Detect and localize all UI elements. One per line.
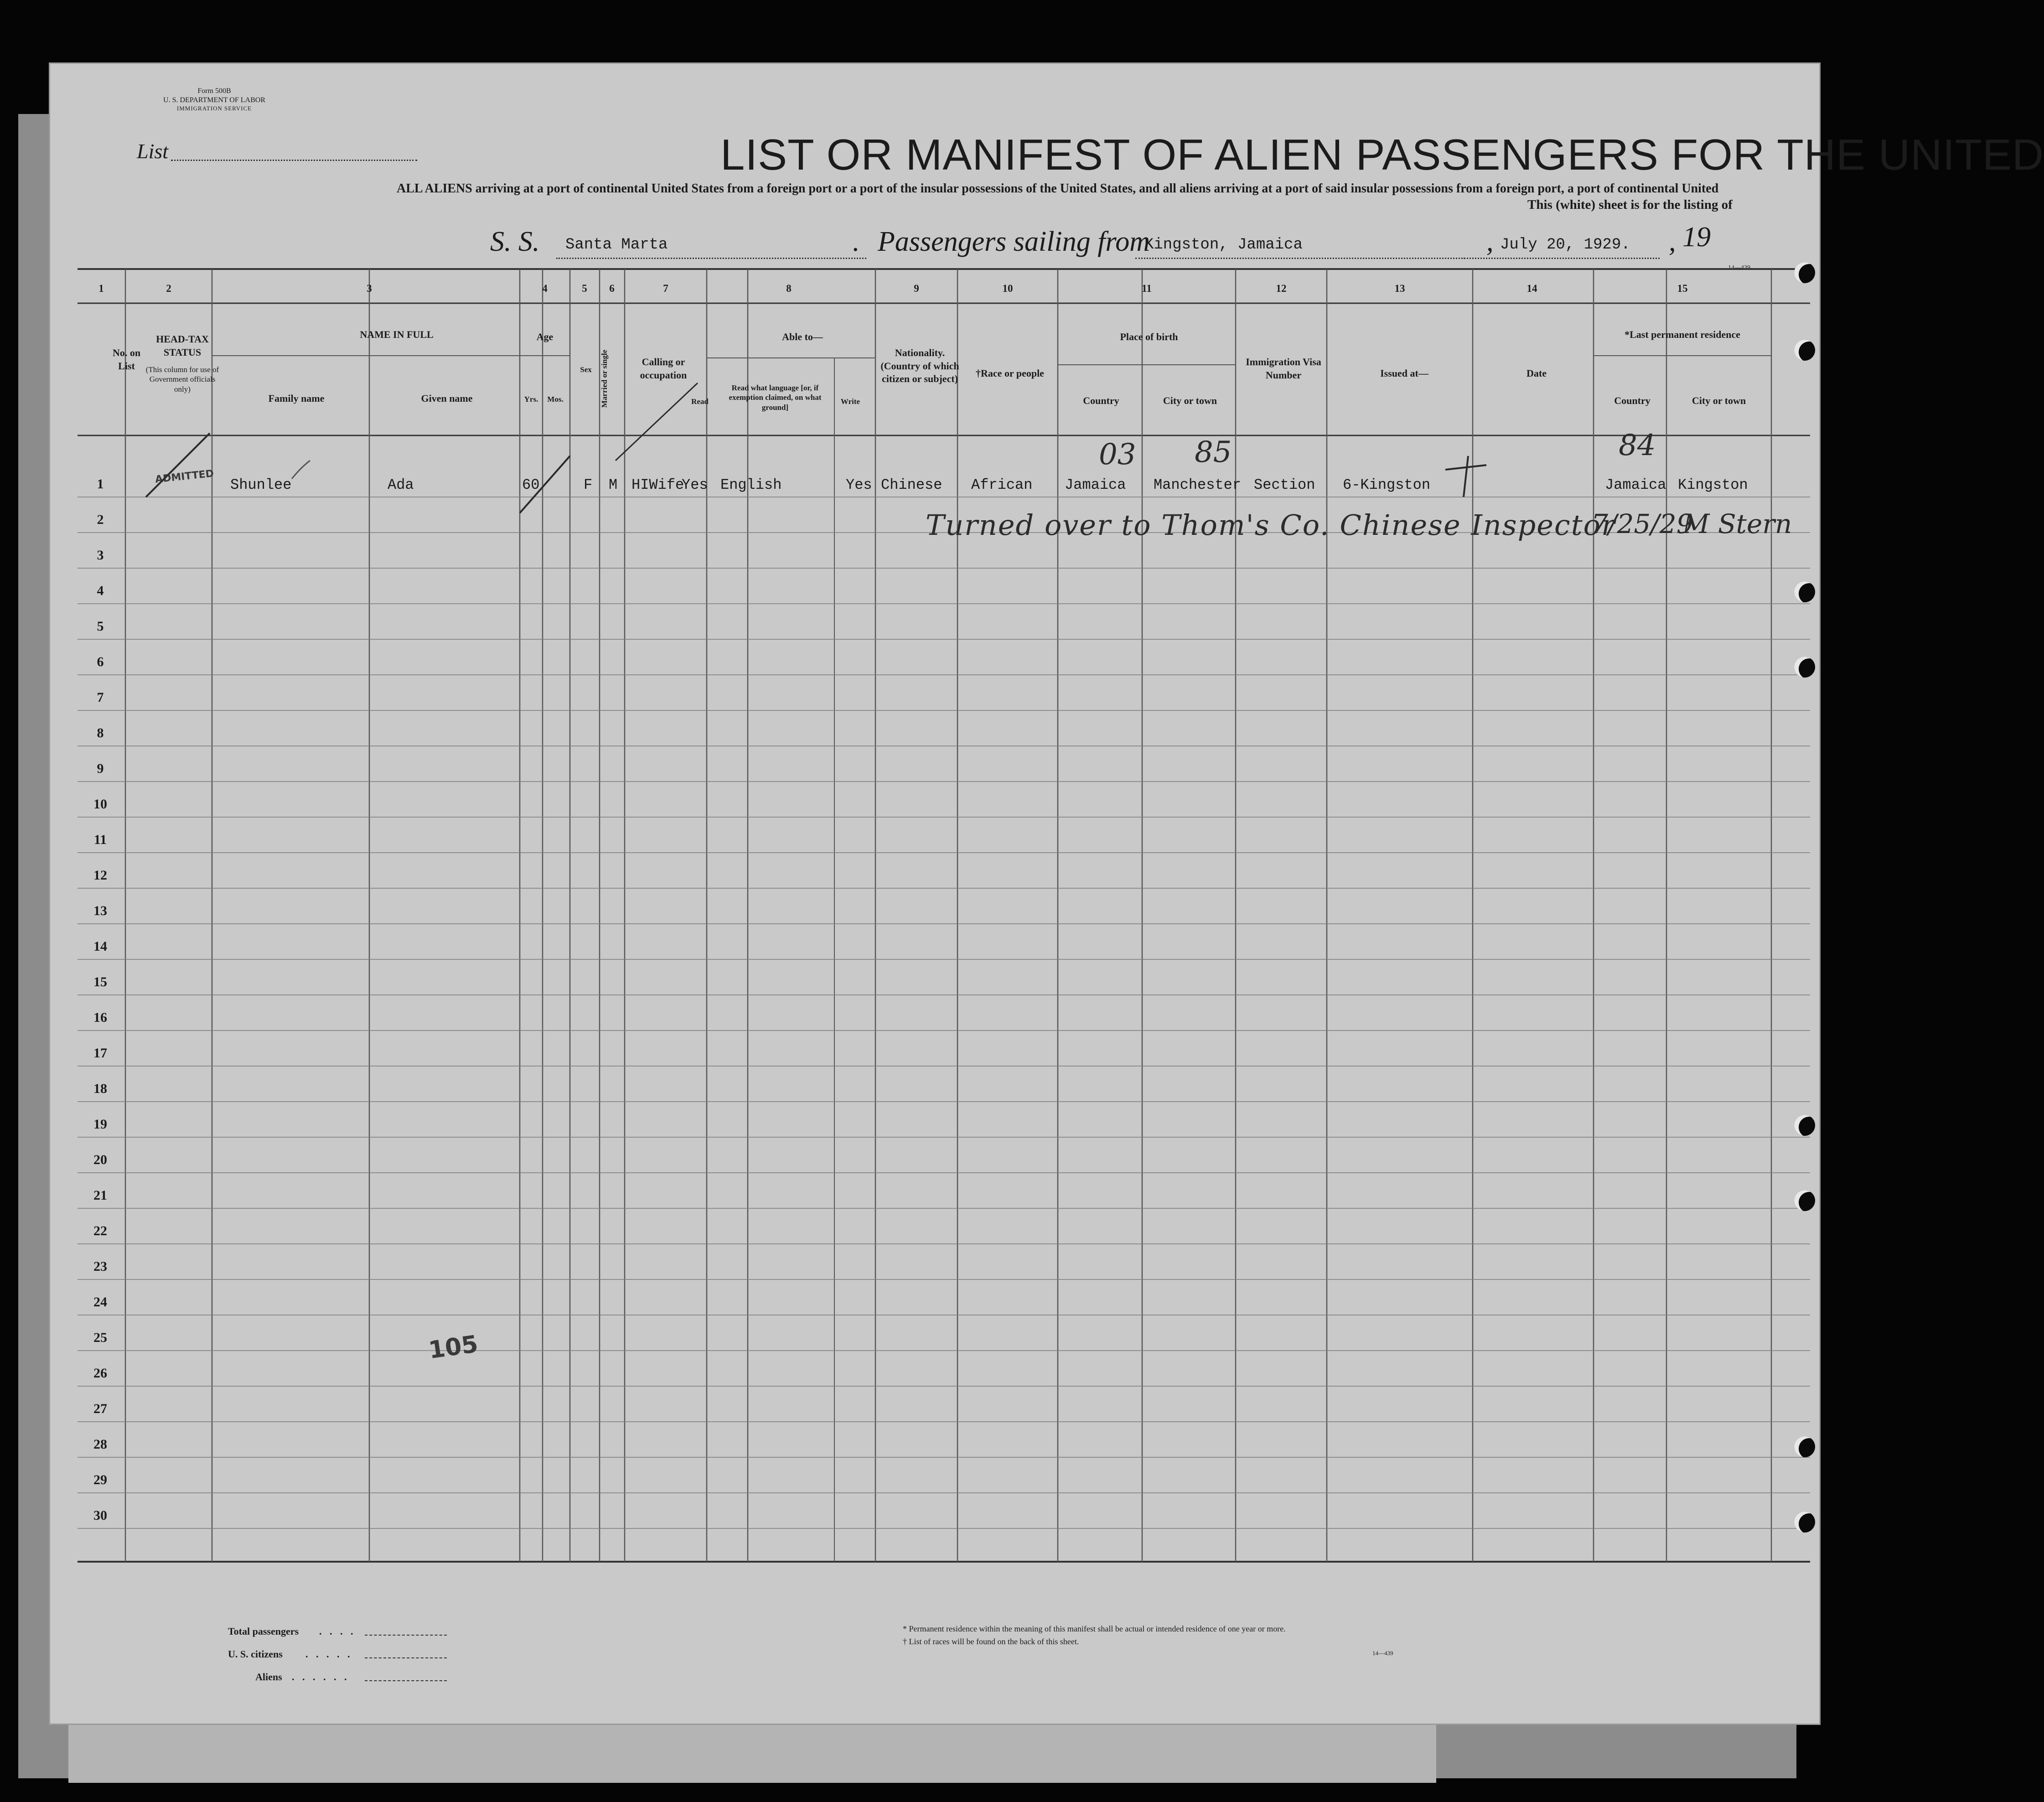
footer-note-races: † List of races will be found on the back of this sheet. <box>903 1637 1079 1646</box>
issued-at-cross-mark <box>1445 456 1486 497</box>
row-number-29: 29 <box>93 1472 107 1487</box>
footer-us-citizens: U. S. citizens <box>228 1648 283 1660</box>
row-number-28: 28 <box>93 1437 107 1452</box>
column-number-12: 12 <box>1276 283 1287 294</box>
header-sex: Sex <box>580 365 592 374</box>
row-number-1: 1 <box>97 476 104 492</box>
page-number-stamp: 105 <box>427 1330 480 1365</box>
footer-total-passengers: Total passengers <box>228 1626 299 1637</box>
row-number-12: 12 <box>93 868 107 883</box>
handwritten-initials: M Stern <box>1682 508 1792 539</box>
header-issued-at: Issued at— <box>1380 368 1428 379</box>
form-number: Form 500B <box>197 87 231 95</box>
row-number-27: 27 <box>93 1401 107 1416</box>
header-married-or-single: Married or single <box>600 349 609 408</box>
cell-res-city: Kingston <box>1678 476 1748 493</box>
handwritten-note-date: 7/25/29 <box>1591 508 1693 539</box>
family-name-tick <box>292 461 310 479</box>
footer-dots-3: . . . . . . <box>292 1671 350 1683</box>
row-number-17: 17 <box>93 1046 107 1061</box>
column-number-9: 9 <box>914 283 919 294</box>
cell-birth-country: Jamaica <box>1065 476 1126 493</box>
row-number-20: 20 <box>93 1152 107 1167</box>
binder-hole-1 <box>1794 262 1815 283</box>
binder-hole-5 <box>1794 1115 1815 1136</box>
cell-language: English <box>720 476 782 493</box>
header-no-on-list: No. on List <box>112 347 141 372</box>
cell-family-name: Shunlee <box>230 476 292 493</box>
row-number-24: 24 <box>93 1295 107 1310</box>
sailing-from: Kingston, Jamaica <box>1144 236 1303 254</box>
ship-comma-2: , <box>1669 226 1676 257</box>
binder-hole-7 <box>1794 1436 1815 1457</box>
handwritten-code-country: 03 <box>1099 438 1136 471</box>
page-title: LIST OR MANIFEST OF ALIEN PASSENGERS FOR THE UNITED <box>720 130 2044 179</box>
occupation-check-stroke <box>616 383 698 461</box>
footer-code: 14—439 <box>1372 1650 1393 1657</box>
row-number-21: 21 <box>93 1188 107 1203</box>
sailing-date: July 20, 1929. <box>1500 236 1630 254</box>
row-number-23: 23 <box>93 1259 107 1274</box>
row-number-9: 9 <box>97 761 104 776</box>
header-able-to: Able to— <box>782 331 823 342</box>
header-write: Write <box>840 397 860 406</box>
manifest-sheet <box>50 64 2044 1724</box>
cell-age-yrs: 60 <box>522 476 540 493</box>
row-number-22: 22 <box>93 1223 107 1238</box>
header-res-city: City or town <box>1692 395 1746 406</box>
column-number-6: 6 <box>609 283 615 294</box>
corner-code: 14—439 <box>1728 264 1750 271</box>
admitted-stamp: ADMITTED <box>155 468 215 486</box>
list-label: List <box>137 140 169 163</box>
header-birth-country: Country <box>1083 395 1119 406</box>
handwritten-code-residence: 84 <box>1619 429 1656 462</box>
header-calling: Calling or occupation <box>640 356 687 381</box>
header-nationality: Nationality. (Country of which citizen or subject) <box>880 347 959 385</box>
header-last-residence: *Last permanent residence <box>1625 329 1740 340</box>
header-date: Date <box>1527 368 1547 379</box>
header-place-of-birth: Place of birth <box>1120 331 1178 342</box>
cell-nationality: Chinese <box>881 476 942 493</box>
column-number-4: 4 <box>542 283 548 294</box>
header-name-in-full: NAME IN FULL <box>360 329 434 340</box>
column-number-7: 7 <box>663 283 668 294</box>
cell-race: African <box>971 476 1033 493</box>
service-label: IMMIGRATION SERVICE <box>176 105 252 112</box>
column-number-14: 14 <box>1527 283 1537 294</box>
header-age: Age <box>536 331 554 342</box>
row-number-8: 8 <box>97 725 104 740</box>
binder-hole-4 <box>1794 657 1815 678</box>
cell-birth-city: Manchester <box>1154 476 1242 493</box>
handwritten-marks <box>50 64 1819 1724</box>
row-number-11: 11 <box>93 832 107 847</box>
column-number-2: 2 <box>166 283 171 294</box>
row-number-30: 30 <box>93 1508 107 1523</box>
ship-name: Santa Marta <box>565 236 668 254</box>
column-number-8: 8 <box>786 283 792 294</box>
column-number-3: 3 <box>367 283 372 294</box>
footer-aliens: Aliens <box>255 1671 282 1683</box>
column-number-1: 1 <box>98 283 104 294</box>
row-number-26: 26 <box>93 1366 107 1381</box>
row-number-10: 10 <box>93 797 107 812</box>
header-birth-city: City or town <box>1163 395 1217 406</box>
column-number-13: 13 <box>1394 283 1405 294</box>
us-citizens-field <box>365 1657 447 1658</box>
age-check-stroke <box>520 456 570 513</box>
department-label: U. S. DEPARTMENT OF LABOR <box>163 96 265 104</box>
row-number-16: 16 <box>93 1010 107 1025</box>
cell-visa: Section <box>1254 476 1315 493</box>
total-passengers-field <box>365 1635 447 1636</box>
cell-write: Yes <box>846 476 872 493</box>
cell-sex: F <box>584 476 593 493</box>
row-number-19: 19 <box>93 1117 107 1132</box>
cell-marital: M <box>609 476 618 493</box>
row-number-4: 4 <box>97 583 104 598</box>
row-number-5: 5 <box>97 619 104 634</box>
column-number-10: 10 <box>1002 283 1013 294</box>
footer-dots-2: . . . . . <box>305 1648 353 1660</box>
row-number-6: 6 <box>97 654 104 669</box>
column-number-15: 15 <box>1677 283 1688 294</box>
handwritten-note: Turned over to Thom's Co. Chinese Inspector <box>926 508 1616 542</box>
footer-dots-1: . . . . <box>319 1626 356 1637</box>
year-label: 19 <box>1682 222 1711 253</box>
cell-given-name: Ada <box>388 476 414 493</box>
subtitle-line-2: This (white) sheet is for the listing of <box>1527 197 1733 212</box>
sailing-label: Passengers sailing from <box>878 226 1150 257</box>
header-head-tax-note: (This column for use of Government officials only) <box>145 365 219 394</box>
binder-hole-2 <box>1794 340 1815 361</box>
aliens-field <box>365 1680 447 1681</box>
ss-label: S. S. <box>490 226 540 257</box>
row-number-18: 18 <box>93 1081 107 1096</box>
column-number-5: 5 <box>582 283 587 294</box>
column-number-11: 11 <box>1142 283 1152 294</box>
cell-occupation: HIWife <box>631 476 684 493</box>
footer-note-residence: * Permanent residence within the meaning of this manifest shall be actual or intended residence of one year or more. <box>903 1624 1286 1633</box>
row-number-25: 25 <box>93 1330 107 1345</box>
row-number-2: 2 <box>97 512 104 527</box>
subtitle-line-1: ALL ALIENS arriving at a port of continental United States from a foreign port or a port of the insular possessions of the United States, and all aliens arriving at a port of said insular possessions from a foreign port, a port of continental United <box>397 181 1719 196</box>
binder-hole-8 <box>1794 1512 1815 1533</box>
header-visa: Immigration Visa Number <box>1246 356 1321 381</box>
ship-period: . <box>853 226 860 257</box>
header-yrs: Yrs. <box>524 395 538 404</box>
tax-check-stroke <box>146 433 210 497</box>
binder-hole-3 <box>1794 581 1815 602</box>
row-number-15: 15 <box>93 974 107 989</box>
header-family-name: Family name <box>268 393 325 404</box>
row-number-13: 13 <box>93 903 107 918</box>
binder-hole-6 <box>1794 1190 1815 1211</box>
header-read-language: Read what language [or, if exemption claimed, on what ground] <box>729 383 822 412</box>
handwritten-code-city: 85 <box>1195 435 1232 469</box>
cell-issued-at: 6-Kingston <box>1343 476 1431 493</box>
header-res-country: Country <box>1614 395 1651 406</box>
row-number-3: 3 <box>97 548 104 563</box>
header-given-name: Given name <box>421 393 473 404</box>
header-race: †Race or people <box>976 368 1044 379</box>
row-number-14: 14 <box>93 939 107 954</box>
cell-res-country: Jamaica <box>1605 476 1666 493</box>
header-mos: Mos. <box>547 395 564 404</box>
header-head-tax: HEAD-TAX STATUS <box>156 333 209 358</box>
cell-read: Yes <box>682 476 708 493</box>
ship-comma-1: , <box>1486 226 1494 257</box>
header-read: Read <box>691 397 709 406</box>
row-number-7: 7 <box>97 690 104 705</box>
